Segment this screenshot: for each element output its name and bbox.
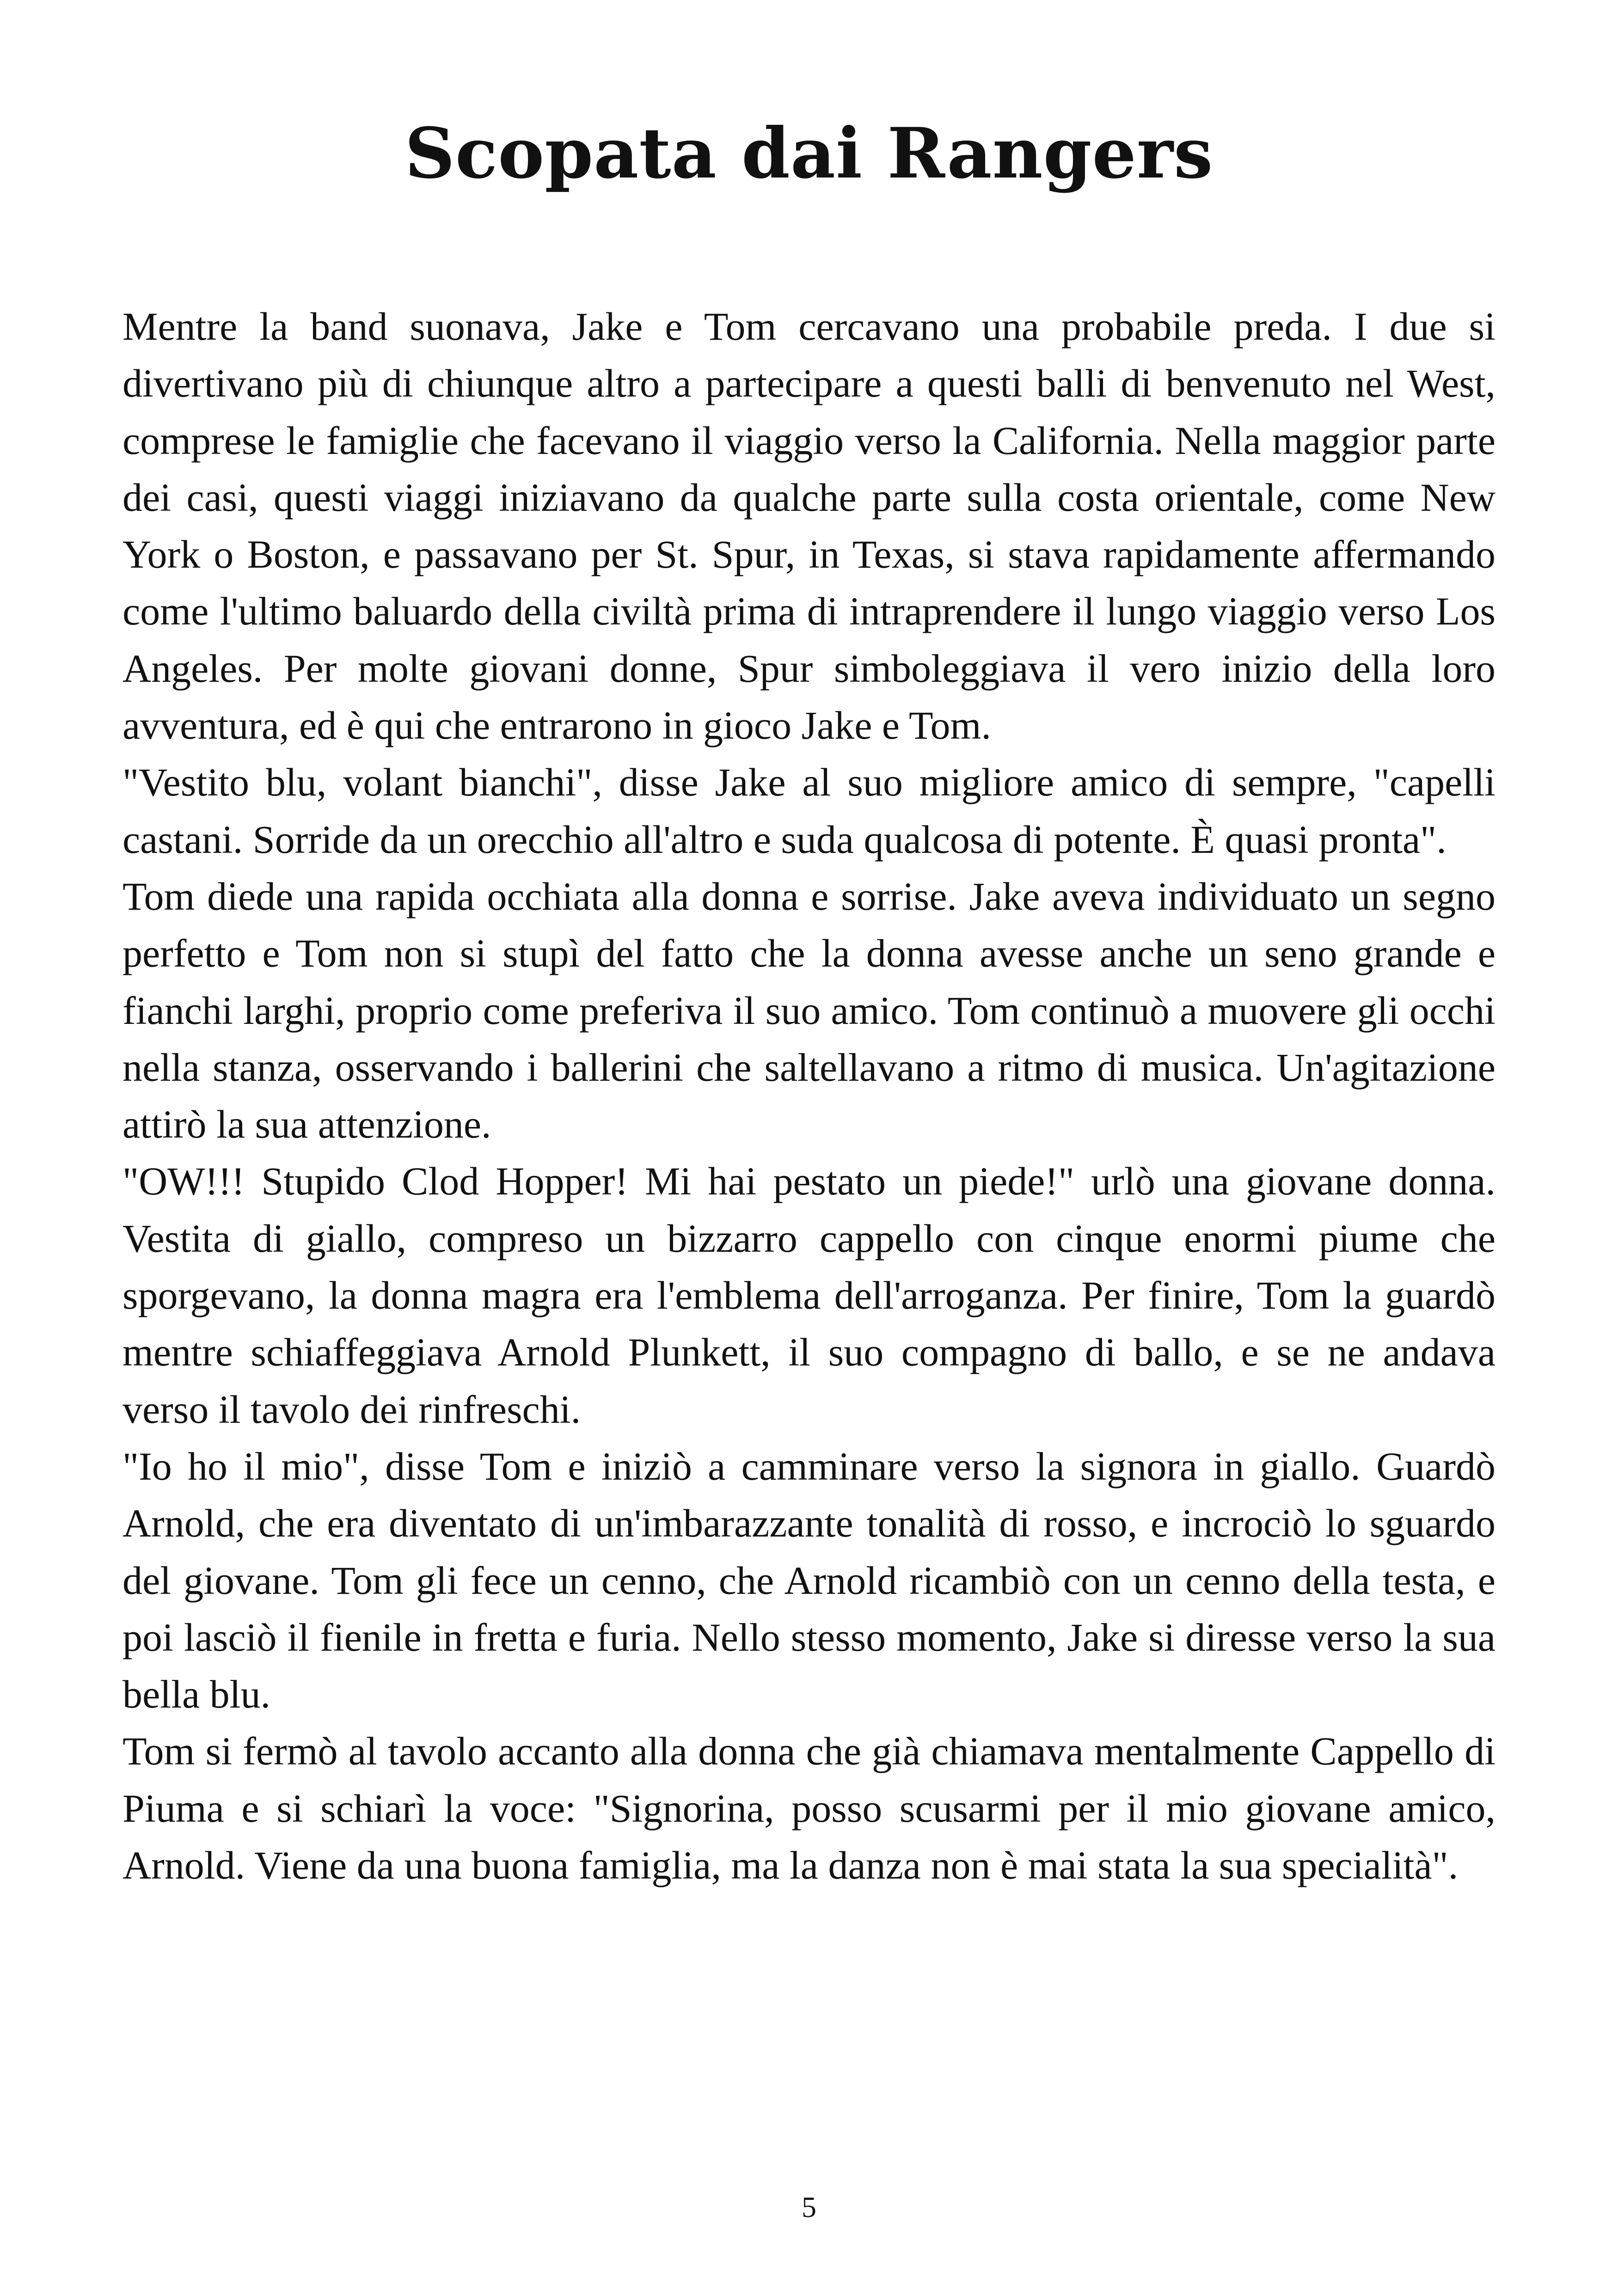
body-text bbox=[123, 298, 1495, 1894]
paragraph: "OW!!! Stupido Clod Hopper! Mi hai pestato un piede!" urlò una giovane donna. Vestita di giallo, compreso un bizzarro cappello con cinque enormi piume che sporgevano, la donna magra era l'emblema dell'arroganza. Per finire, Tom la guardò mentre schiaffeggiava Arnold Plunkett, il suo compagno di ballo, e se ne andava verso il tavolo dei rinfreschi. bbox=[123, 1159, 1495, 1432]
paragraph: "Vestito blu, volant bianchi", disse Jake al suo migliore amico di sempre, "capelli castani. Sorride da un orecchio all'altro e suda qualcosa di potente. È quasi pronta". bbox=[123, 760, 1495, 862]
paragraph: "Io ho il mio", disse Tom e iniziò a camminare verso la signora in giallo. Guardò Arnold, che era diventato di un'imbarazzante tonalità di rosso, e incrociò lo sguardo del giovane. Tom gli fece un cenno, che Arnold ricambiò con un cenno della testa, e poi lasciò il fienile in fretta e furia. Nello stesso momento, Jake si diresse verso la sua bella blu. bbox=[123, 1444, 1495, 1717]
paragraph: Tom diede una rapida occhiata alla donna e sorrise. Jake aveva individuato un segno perfetto e Tom non si stupì del fatto che la donna avesse anche un seno grande e fianchi larghi, proprio come preferiva il suo amico. Tom continuò a muovere gli occhi nella stanza, osservando i ballerini che saltellavano a ritmo di musica. Un'agitazione attirò la sua attenzione. bbox=[123, 874, 1495, 1147]
paragraph: Tom si fermò al tavolo accanto alla donna che già chiamava mentalmente Cappello di Piuma e si schiarì la voce: "Signorina, posso scusarmi per il mio giovane amico, Arnold. Viene da una buona famiglia, ma la danza non è mai stata la sua specialità". bbox=[123, 1729, 1495, 1888]
paragraph: Mentre la band suonava, Jake e Tom cercavano una probabile preda. I due si divertivano più di chiunque altro a partecipare a questi balli di benvenuto nel West, comprese le famiglie che facevano il viaggio verso la California. Nella maggior parte dei casi, questi viaggi iniziavano da qualche parte sulla costa orientale, come New York o Boston, e passavano per St. Spur, in Texas, si stava rapidamente affermando come l'ultimo baluardo della civiltà prima di intraprendere il lungo viaggio verso Los Angeles. Per molte giovani donne, Spur simboleggiava il vero inizio della loro avventura, ed è qui che entrarono in gioco Jake e Tom. bbox=[123, 304, 1495, 748]
page-title: Scopata dai Rangers bbox=[404, 113, 1214, 194]
page-number: 5 bbox=[802, 2191, 816, 2223]
